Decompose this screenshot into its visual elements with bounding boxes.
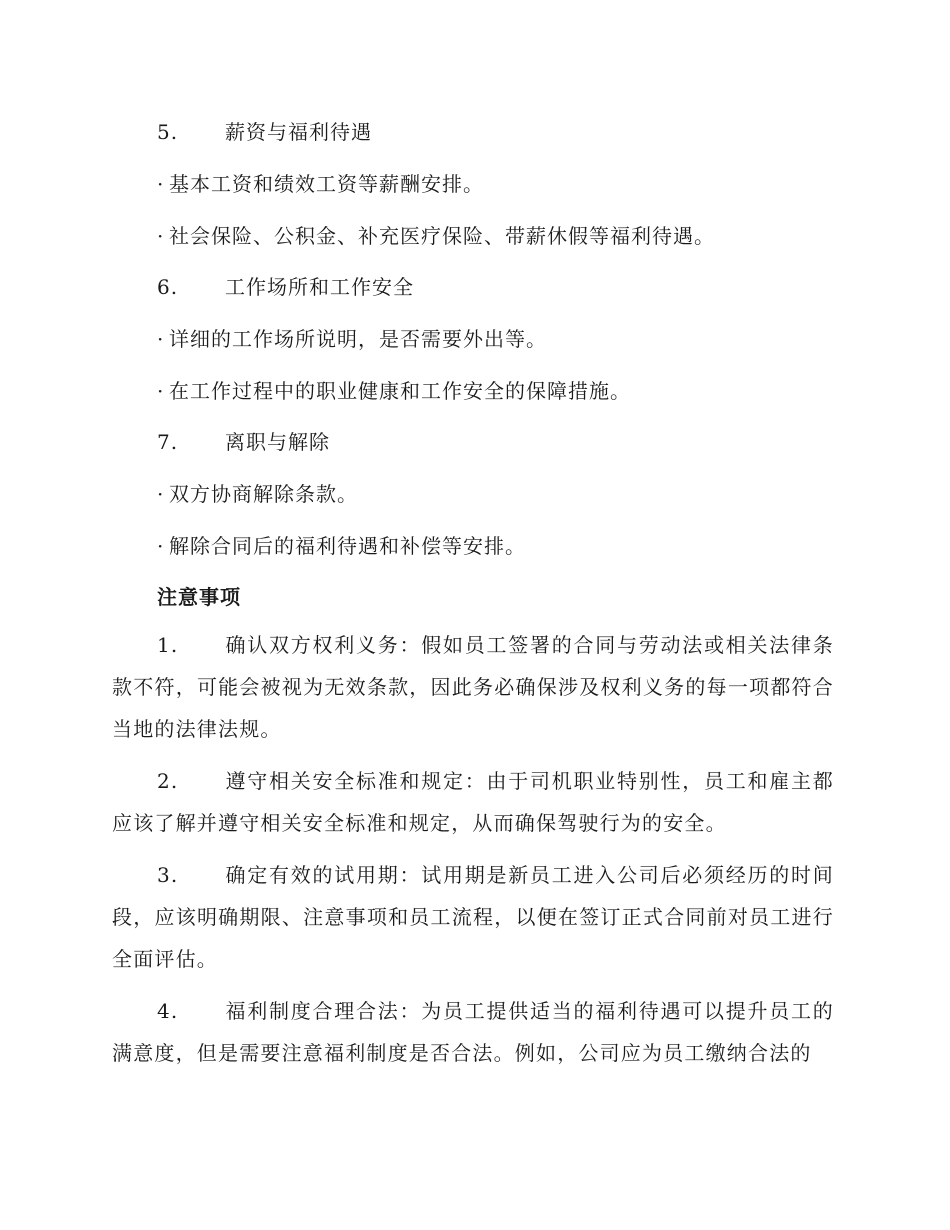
bullet-item	[157, 220, 715, 249]
bullet-marker: ·	[157, 224, 165, 248]
note-number: 3.	[157, 863, 179, 887]
bullet-marker: ·	[157, 534, 165, 558]
note-text: 确认双方权利义务：假如员工签署的合同与劳动法或相关法律条款不符，可能会被视为无效条款，因此务必确保涉及权利义务的每一项都符合当地的法律法规。	[112, 633, 834, 741]
note-paragraph	[112, 624, 834, 750]
bullet-marker: ·	[157, 482, 165, 506]
note-paragraph	[112, 990, 834, 1074]
bullet-marker: ·	[157, 379, 165, 403]
note-text: 福利制度合理合法：为员工提供适当的福利待遇可以提升员工的满意度，但是需要注意福利制度是否合法。例如，公司应为员工缴纳合法的	[112, 999, 834, 1065]
note-text: 遵守相关安全标准和规定：由于司机职业特别性，员工和雇主都应该了解并遵守相关安全标准和规定，从而确保驾驶行为的安全。	[112, 769, 834, 835]
note-paragraph	[112, 760, 834, 844]
bullet-marker: ·	[157, 172, 165, 196]
bullet-item	[157, 478, 358, 507]
note-text: 确定有效的试用期：试用期是新员工进入公司后必须经历的时间段，应该明确期限、注意事项和员工流程，以便在签订正式合同前对员工进行全面评估。	[112, 863, 834, 971]
section-heading	[157, 271, 414, 300]
bullet-text: 解除合同后的福利待遇和补偿等安排。	[169, 534, 526, 558]
bullet-text: 在工作过程中的职业健康和工作安全的保障措施。	[169, 379, 631, 403]
bullet-item	[157, 530, 526, 559]
note-number: 2.	[157, 769, 179, 793]
section-number: 7.	[157, 430, 179, 454]
note-number: 4.	[157, 999, 179, 1023]
section-heading	[157, 426, 330, 455]
note-number: 1.	[157, 633, 179, 657]
section-number: 6.	[157, 275, 179, 299]
bullet-item	[157, 323, 547, 352]
section-title: 薪资与福利待遇	[225, 120, 372, 144]
bullet-text: 社会保险、公积金、补充医疗保险、带薪休假等福利待遇。	[169, 224, 715, 248]
bullet-marker: ·	[157, 327, 165, 351]
section-title: 离职与解除	[225, 430, 330, 454]
bullet-text: 详细的工作场所说明，是否需要外出等。	[169, 327, 547, 351]
note-paragraph	[112, 854, 834, 980]
bullet-item	[157, 168, 484, 197]
bullet-text: 基本工资和绩效工资等薪酬安排。	[169, 172, 484, 196]
section-title: 工作场所和工作安全	[225, 275, 414, 299]
bullet-item	[157, 375, 631, 404]
section-number: 5.	[157, 120, 179, 144]
notes-heading: 注意事项	[157, 585, 241, 609]
bullet-text: 双方协商解除条款。	[169, 482, 358, 506]
section-heading	[157, 116, 372, 145]
